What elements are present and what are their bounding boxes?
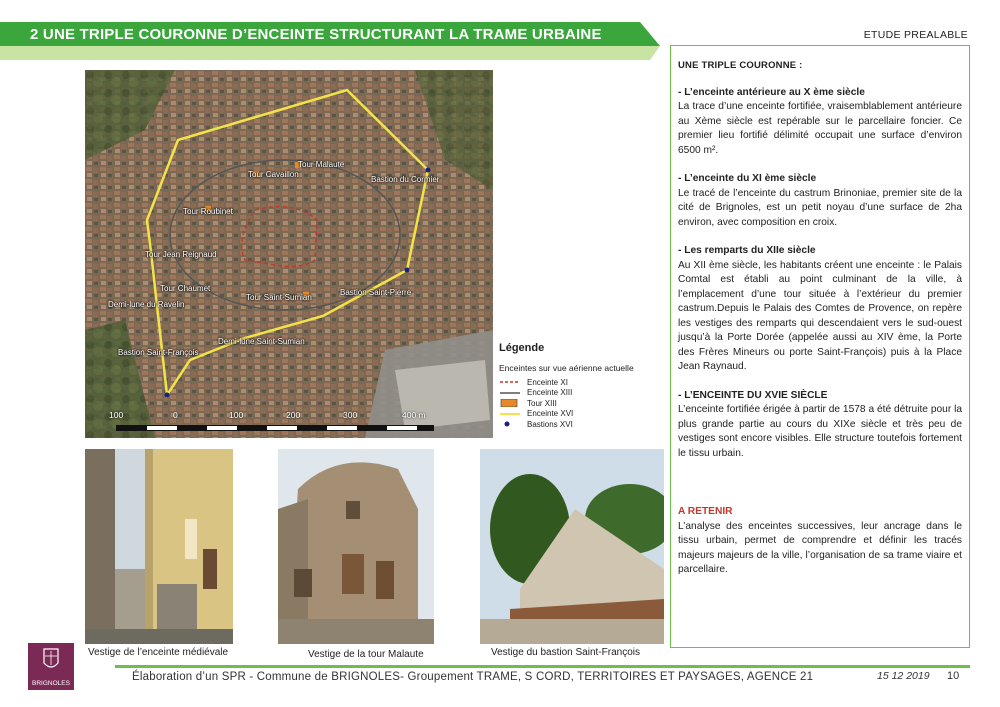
map-scale-bar [116, 425, 434, 431]
scale-label: 400 m [402, 410, 426, 420]
page-title: 2 UNE TRIPLE COURONNE D’ENCEINTE STRUCTURANT LA TRAME URBAINE [30, 26, 602, 43]
section-title: - L’enceinte du XI ème siècle [678, 173, 817, 184]
legend-item [499, 419, 659, 430]
map-label-tour-jean-reignaud: Tour Jean Reignaud [145, 250, 217, 259]
legend-swatch-box [499, 399, 521, 407]
scale-label: 100 [109, 410, 124, 420]
map-label-bastion-saint-francois: Bastion Saint-François [118, 348, 199, 357]
map-label-bastion-cormier: Bastion du Cormier [371, 175, 440, 184]
map-label-demi-lune-ravelin: Demi-lune du Ravelin [108, 300, 185, 309]
scale-label: 200 [286, 410, 301, 420]
section-body: La trace d’une enceinte fortifiée, vraisemblablement antérieure au Xème siècle est repérable sur le parcellaire foncier. Ce premier lieu fortifié délimité occupait une surface d’environ 6500 m². [678, 101, 962, 156]
legend-label: Bastions XVI [527, 419, 573, 429]
document-type-label: ETUDE PREALABLE [863, 29, 968, 41]
section-body: Le tracé de l’enceinte du castrum Brinoniae, premier site de la cité de Brignoles, est un petit noyau d’une surface de 2ha environ, avec composition en croix. [678, 187, 962, 228]
legend-swatch-dot [499, 420, 521, 428]
legend-subtitle: Enceintes sur vue aérienne actuelle [499, 363, 634, 373]
legend-swatch-dashed [499, 378, 521, 386]
legend-title: Légende [499, 342, 545, 354]
legend-item [499, 398, 659, 409]
map-label-demi-lune-saint-sumian: Demi-lune Saint-Sumian [218, 337, 305, 346]
legend-label: Tour XIII [527, 398, 557, 408]
retain-body: L’analyse des enceintes successives, leur ancrage dans le tissu urbain, permet de comprendre et définir les tracés majeurs majeurs de la ville, l’organisation de sa trame viaire et parcellaire. [678, 520, 962, 575]
photo-caption: Vestige de la tour Malaute [308, 649, 424, 660]
legend-label: Enceinte XIII [527, 388, 573, 398]
legend-label: Enceinte XI [527, 377, 568, 387]
section-body: L’enceinte fortifiée érigée à partir de 1578 a été détruite pour la plus grande partie au cours du XIXe siècle et très peu de vestiges sont encore visibles. Elle structure toutefois fortement le tissu urbain. [678, 404, 962, 459]
legend-item [499, 409, 659, 420]
legend-swatch-line [499, 389, 521, 397]
footer-text: Élaboration d’un SPR - Commune de BRIGNOLES- Groupement TRAME, S CORD, TERRITOIRES ET PAYSAGES, AGENCE 21 [132, 671, 814, 683]
header-sub-bar [0, 46, 660, 60]
photo-tour-malaute [278, 449, 434, 644]
section-body: Au XII ème siècle, les habitants créent une enceinte : le Palais Comtal est établi au point culminant de la ville, à l’emplacement d’une tour située à l’extérieur du premier castrum.Depuis le Palais des Comtes de Provence, on repère les vestiges des remparts qui descendaient vers le sud-ouest jusqu’à la Porte Dorée (appelée aussi au XIV ème, la Porte des Frères Mineurs ou porte Saint-François) puis à la Place Jean Raynaud. [678, 259, 962, 372]
map-label-tour-chaumet: Tour Chaumet [160, 284, 211, 293]
scale-label: 300 [343, 410, 358, 420]
section-title: - L’enceinte antérieure au X ème siècle [678, 86, 865, 98]
footer-date: 15 12 2019 [877, 670, 930, 682]
legend-item [499, 377, 659, 388]
map-label-tour-roubinet: Tour Roubinet [183, 207, 233, 216]
page-number: 10 [947, 670, 960, 682]
section-title: - Les remparts du XIIe siècle [678, 245, 816, 256]
legend-item [499, 388, 659, 399]
photo-bastion-saint-francois [480, 449, 664, 644]
map-label-tour-malaute: Tour Malaute [298, 160, 345, 169]
photo-medieval-wall [85, 449, 233, 644]
retain-title: A RETENIR [678, 506, 733, 517]
logo-text: BRIGNOLES [32, 680, 70, 687]
map-legend [493, 338, 665, 438]
coat-of-arms-icon [28, 643, 74, 679]
photo-caption: Vestige du bastion Saint-François [491, 647, 640, 658]
scale-label: 0 [173, 410, 178, 420]
photo-caption: Vestige de l’enceinte médiévale [88, 647, 229, 658]
map-label-bastion-saint-pierre: Bastion Saint-Pierre [340, 288, 412, 297]
legend-swatch-line [499, 410, 521, 418]
legend-label: Enceinte XVI [527, 409, 574, 419]
section-title: - L’ENCEINTE DU XVIE SIÈCLE [678, 389, 828, 401]
footer-divider [115, 665, 970, 668]
scale-label: 100 [229, 410, 244, 420]
text-panel [670, 45, 970, 648]
panel-heading: UNE TRIPLE COURONNE : [678, 60, 803, 71]
map-label-tour-cavaillon: Tour Cavaillon [248, 170, 299, 179]
brignoles-logo [28, 643, 74, 690]
map-label-tour-saint-sumian: Tour Saint-Sumian [246, 293, 312, 302]
